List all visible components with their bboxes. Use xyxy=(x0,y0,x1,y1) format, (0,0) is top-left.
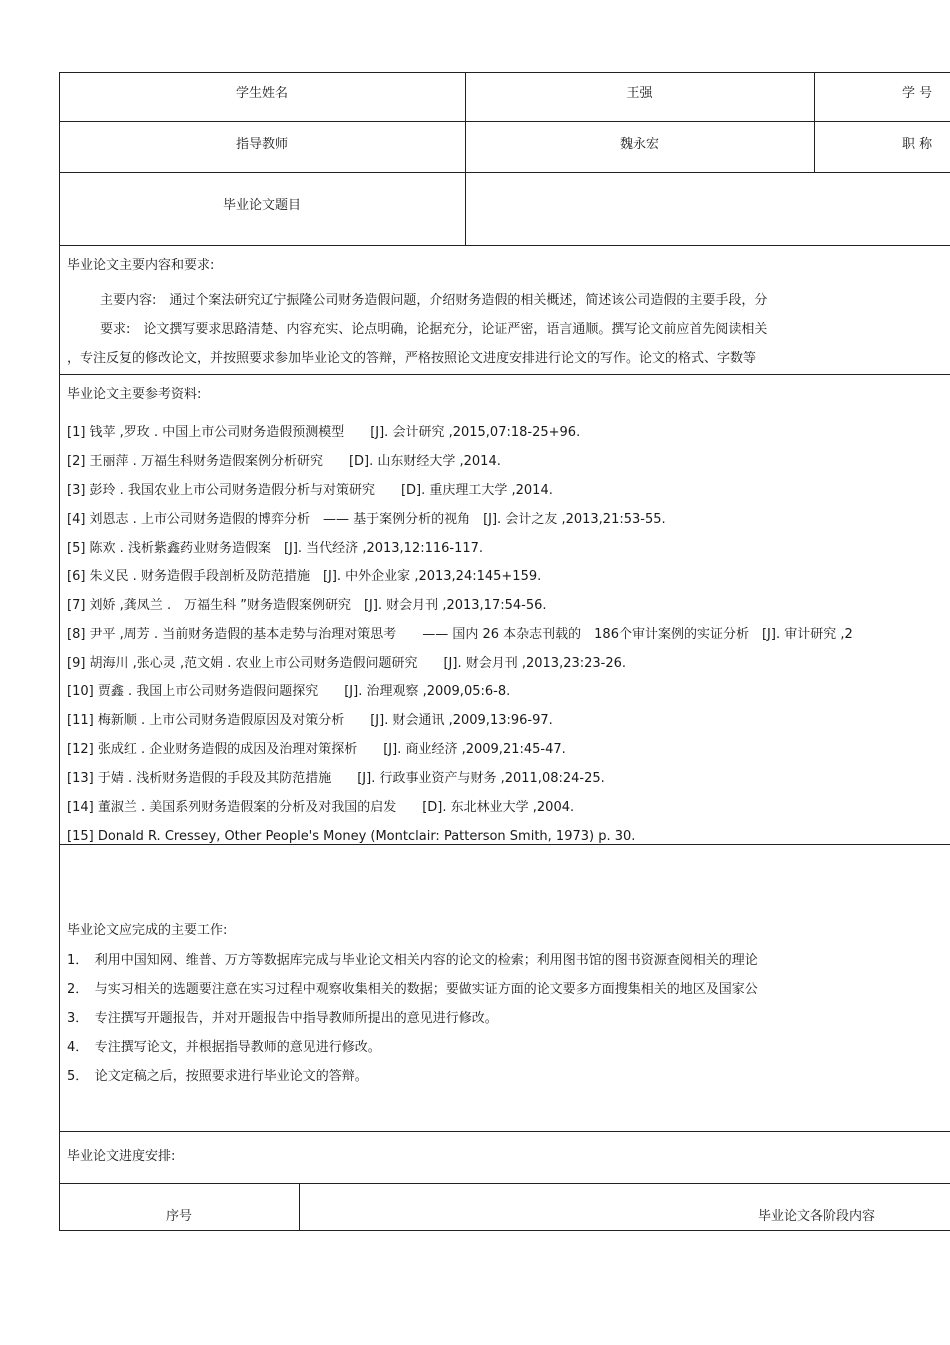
reference-item: [7] 刘娇 ,龚凤兰 . 万福生科 ”财务造假案例研究 [J]. 财会月刊 ,2013,17:54-56. xyxy=(67,598,547,613)
student-id-label: 学 号 xyxy=(902,86,933,101)
work-item: 5． 论文定稿之后，按照要求进行毕业论文的答辩。 xyxy=(67,1069,368,1084)
references-heading: 毕业论文主要参考资料: xyxy=(67,387,202,402)
schedule-heading: 毕业论文进度安排: xyxy=(67,1149,176,1164)
work-item: 3． 专注撰写开题报告，并对开题报告中指导教师所提出的意见进行修改。 xyxy=(67,1011,498,1026)
table-rule xyxy=(299,1183,300,1231)
reference-item: [14] 董淑兰 . 美国系列财务造假案的分析及对我国的启发 [D]. 东北林业大学 ,2004. xyxy=(67,800,575,815)
reference-item: [8] 尹平 ,周芳 . 当前财务造假的基本走势与治理对策思考 —— 国内 26 本杂志刊载的 186个审计案例的实证分析 [J]. 审计研究 ,2 xyxy=(67,627,853,642)
advisor-value: 魏永宏 xyxy=(619,137,659,152)
content-heading: 毕业论文主要内容和要求: xyxy=(67,258,215,273)
table-rule xyxy=(59,245,950,246)
content-line: 要求: 论文撰写要求思路清楚、内容充实、论点明确，论据充分，论证严密，语言通顺。撰写论文前应首先阅读相关 xyxy=(100,322,768,337)
work-item: 4． 专注撰写论文，并根据指导教师的意见进行修改。 xyxy=(67,1040,381,1055)
reference-item: [3] 彭玲 . 我国农业上市公司财务造假分析与对策研究 [D]. 重庆理工大学 ,2014. xyxy=(67,483,553,498)
table-rule xyxy=(814,72,815,173)
advisor-label: 指导教师 xyxy=(235,137,288,152)
table-rule xyxy=(59,72,60,1231)
content-line: ，专注反复的修改论文，并按照要求参加毕业论文的答辩，严格按照论文进度安排进行论文的写作。论文的格式、字数等 xyxy=(67,351,757,366)
reference-item: [4] 刘恩志 . 上市公司财务造假的博弈分析 —— 基于案例分析的视角 [J]. 会计之友 ,2013,21:53-55. xyxy=(67,512,666,527)
schedule-col-content: 毕业论文各阶段内容 xyxy=(758,1209,876,1224)
title-label: 职 称 xyxy=(902,137,933,152)
reference-item: [13] 于婧 . 浅析财务造假的手段及其防范措施 [J]. 行政事业资产与财务 ,2011,08:24-25. xyxy=(67,771,605,786)
reference-item: [5] 陈欢 . 浅析紫鑫药业财务造假案 [J]. 当代经济 ,2013,12:116-117. xyxy=(67,541,484,556)
table-rule xyxy=(59,121,950,122)
student-name-label: 学生姓名 xyxy=(235,86,288,101)
table-rule xyxy=(59,374,950,375)
table-rule xyxy=(59,1183,950,1184)
reference-item: [6] 朱义民 . 财务造假手段剖析及防范措施 [J]. 中外企业家 ,2013,24:145+159. xyxy=(67,569,542,584)
table-rule xyxy=(59,1230,950,1231)
content-line: 主要内容: 通过个案法研究辽宁振隆公司财务造假问题，介绍财务造假的相关概述，简述该公司造假的主要手段，分 xyxy=(100,293,768,308)
reference-item: [15] Donald R. Cressey, Other People's Money (Montclair: Patterson Smith, 1973) p. 30. xyxy=(67,829,636,844)
reference-item: [2] 王丽萍 . 万福生科财务造假案例分析研究 [D]. 山东财经大学 ,2014. xyxy=(67,454,501,469)
work-item: 2． 与实习相关的选题要注意在实习过程中观察收集相关的数据；要做实证方面的论文要多方面搜集相关的地区及国家公 xyxy=(67,982,758,997)
reference-item: [11] 梅新顺 . 上市公司财务造假原因及对策分析 [J]. 财会通讯 ,2009,13:96-97. xyxy=(67,713,553,728)
work-item: 1． 利用中国知网、维普、万方等数据库完成与毕业论文相关内容的论文的检索；利用图书馆的图书资源查阅相关的理论 xyxy=(67,953,758,968)
schedule-col-number: 序号 xyxy=(165,1209,192,1224)
reference-item: [12] 张成红 . 企业财务造假的成因及治理对策探析 [J]. 商业经济 ,2009,21:45-47. xyxy=(67,742,566,757)
work-heading: 毕业论文应完成的主要工作: xyxy=(67,923,228,938)
table-rule xyxy=(59,72,950,73)
reference-item: [9] 胡海川 ,张心灵 ,范文娟 . 农业上市公司财务造假问题研究 [J]. 财会月刊 ,2013,23:23-26. xyxy=(67,656,627,671)
student-name-value: 王强 xyxy=(626,86,653,101)
table-rule xyxy=(59,1131,950,1132)
reference-item: [1] 钱苹 ,罗玫 . 中国上市公司财务造假预测模型 [J]. 会计研究 ,2015,07:18-25+96. xyxy=(67,425,581,440)
table-rule xyxy=(59,172,950,173)
reference-item: [10] 贾鑫 . 我国上市公司财务造假问题探究 [J]. 治理观察 ,2009,05:6-8. xyxy=(67,684,511,699)
thesis-title-label: 毕业论文题目 xyxy=(222,198,301,213)
